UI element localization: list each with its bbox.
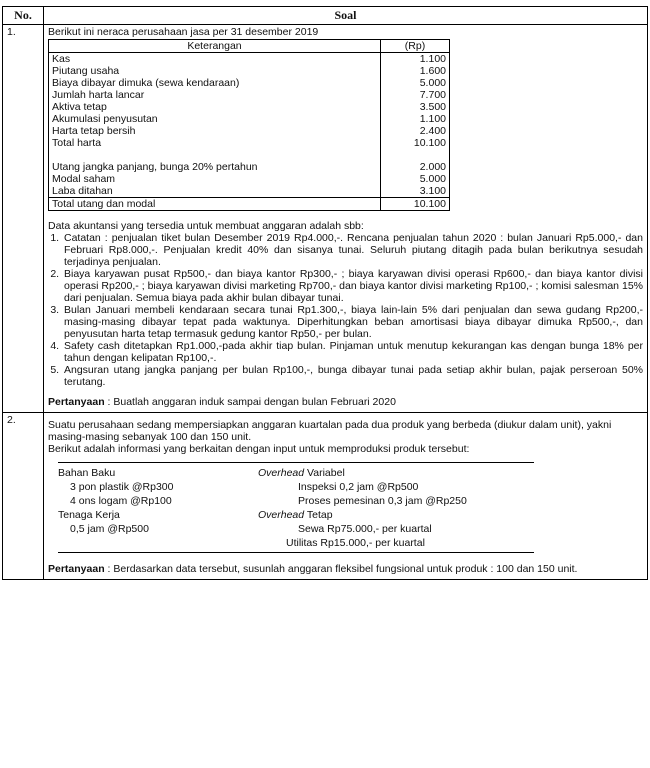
row-label: Utang jangka panjang, bunga 20% pertahun [52, 161, 258, 173]
list-item: 1. Catatan : penjualan tiket bulan Desember 2019 Rp4.000,-. Rencana penjualan tahun 2020 : bulan Januari Rp5.000,- dan Februari Rp8.000,-. Penjualan kredit 40% dan sisanya tunai. Seluruh piutang ditagih pada bulan berikutnya sesudah terjadinya penjualan. [62, 232, 643, 268]
header-no: No. [3, 7, 44, 25]
row-label: Modal saham [52, 173, 116, 185]
q1-question-label: Pertanyaan [48, 396, 105, 408]
spacer [384, 149, 446, 161]
overhead-tetap-suffix: Tetap [304, 509, 333, 521]
row-value: 2.000 [419, 161, 446, 173]
q2-question-label: Pertanyaan [48, 563, 105, 575]
balance-sheet-total-value: 10.100 [381, 198, 450, 211]
row-label: Total harta [52, 137, 102, 149]
soal-table [2, 6, 648, 580]
overhead-italic: Overhead [258, 509, 305, 521]
row-value: 2.400 [419, 125, 446, 137]
overhead-tetap-item: Sewa Rp75.000,- per kuartal [298, 523, 432, 535]
spacer [58, 536, 258, 550]
list-item: 4. Safety cash ditetapkan Rp1.000,-pada akhir tiap bulan. Pinjaman untuk menutup kekurangan kas dengan bunga 18% per tahun dengan kelipatan Rp100,-. [62, 340, 643, 364]
balance-sheet-total-label: Total utang dan modal [49, 198, 381, 211]
question-2-row [3, 413, 648, 580]
row-value: 10.100 [413, 137, 446, 149]
q1-question [48, 396, 643, 408]
row-label: Jumlah harta lancar [52, 89, 145, 101]
list-item: 2. Biaya karyawan pusat Rp500,- dan biaya kantor Rp300,- ; biaya karyawan divisi operasi Rp600,- dan biaya kantor divisi operasi Rp200,- ; biaya karyawan divisi marketing Rp700,- dan biaya kantor divisi marketing Rp100,- ; komisi salesman 15% dari penjualan. Semua biaya pada akhir bulan dibayar tunai. [62, 268, 643, 304]
tenaga-kerja-item: 0,5 jam @Rp500 [70, 523, 149, 535]
tenaga-kerja-heading: Tenaga Kerja [58, 509, 120, 521]
row-label: Harta tetap bersih [52, 125, 136, 137]
q2-question [48, 563, 643, 575]
question-1-body [44, 25, 648, 413]
row-value: 5.000 [419, 173, 446, 185]
row-label: Aktiva tetap [52, 101, 107, 113]
balance-sheet-labels [49, 53, 381, 198]
q1-intro: Berikut ini neraca perusahaan jasa per 31 desember 2019 [48, 26, 319, 38]
overhead-tetap-heading [258, 508, 333, 522]
question-2-body [44, 413, 648, 580]
row-label: Kas [52, 53, 71, 65]
q1-question-text: : Buatlah anggaran induk sampai dengan bulan Februari 2020 [104, 396, 396, 408]
question-2-number: 2. [3, 413, 44, 580]
row-value: 3.500 [419, 101, 446, 113]
balance-sheet-values [381, 53, 450, 198]
row-value: 3.100 [419, 185, 446, 197]
row-label: Akumulasi penyusutan [52, 113, 158, 125]
balance-sheet-header-value: (Rp) [381, 40, 450, 53]
overhead-variabel-suffix: Variabel [304, 467, 345, 479]
list-item: 3. Bulan Januari membeli kendaraan secara tunai Rp1.300,-, biaya lain-lain 5% dari penjualan dan sewa gudang Rp200,- masing-masing dibayar tepat pada waktunya. Diperhitungkan beban amortisasi biaya dibayar dimuka Rp500,-, dan penyusutan harta tetap termasuk gedung kantor Rp50,- per bulan. [62, 304, 643, 340]
bahan-baku-item: 4 ons logam @Rp100 [70, 495, 172, 507]
row-value: 5.000 [419, 77, 446, 89]
spacer [52, 149, 377, 161]
row-value: 7.700 [419, 89, 446, 101]
q2-question-text: : Berdasarkan data tersebut, susunlah anggaran fleksibel fungsional untuk produk : 100 dan 150 unit. [104, 563, 578, 575]
q1-data-intro: Data akuntansi yang tersedia untuk membuat anggaran adalah sbb: [48, 220, 364, 232]
overhead-tetap-item: Utilitas Rp15.000,- per kuartal [286, 537, 425, 549]
overhead-variabel-heading [258, 466, 345, 480]
overhead-italic: Overhead [258, 467, 305, 479]
row-label: Biaya dibayar dimuka (sewa kendaraan) [52, 77, 240, 89]
list-item: 5. Angsuran utang jangka panjang per bulan Rp100,-, bunga dibayar tunai pada setiap akhir bulan, pajak perseroan 50% terutang. [62, 364, 643, 388]
row-value: 1.100 [419, 53, 446, 65]
row-label: Piutang usaha [52, 65, 120, 77]
q2-intro-2: Berikut adalah informasi yang berkaitan dengan input untuk memproduksi produk tersebut: [48, 443, 470, 455]
q1-data-list [48, 232, 643, 388]
question-1-number: 1. [3, 25, 44, 413]
overhead-variabel-item: Proses pemesinan 0,3 jam @Rp250 [298, 495, 467, 507]
header-soal: Soal [44, 7, 648, 25]
bahan-baku-item: 3 pon plastik @Rp300 [70, 481, 174, 493]
q2-input-info [58, 462, 534, 553]
question-1-row [3, 25, 648, 413]
bahan-baku-heading: Bahan Baku [58, 467, 116, 479]
row-value: 1.600 [419, 65, 446, 77]
balance-sheet-table [48, 39, 450, 211]
row-label: Laba ditahan [52, 185, 113, 197]
row-value: 1.100 [419, 113, 446, 125]
q2-intro: Suatu perusahaan sedang mempersiapkan anggaran kuartalan pada dua produk yang berbeda (diukur dalam unit), yakni masing-masing sebanyak 100 dan 150 unit. [48, 419, 612, 443]
overhead-variabel-item: Inspeksi 0,2 jam @Rp500 [298, 481, 419, 493]
balance-sheet-header-label: Keterangan [49, 40, 381, 53]
